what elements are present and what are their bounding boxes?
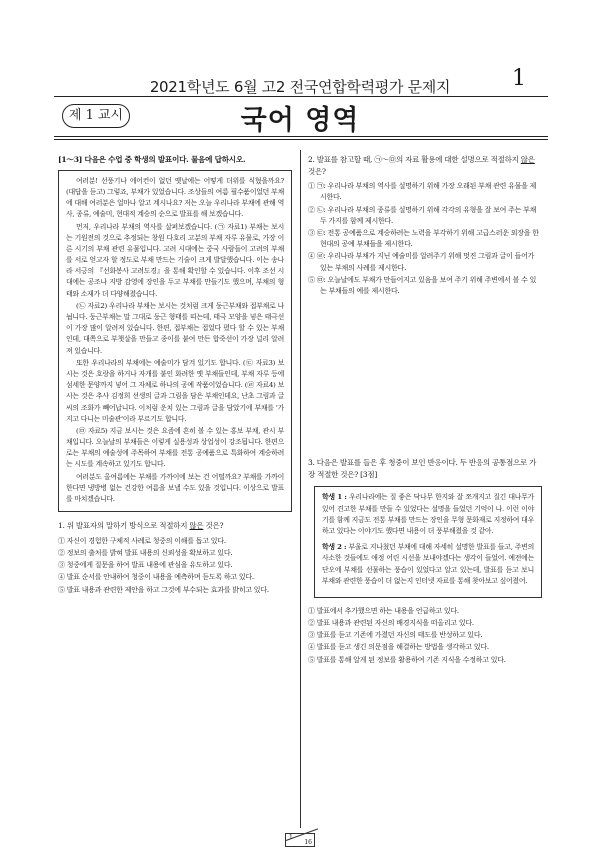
question-3-option-3[interactable]: ③ 발표를 듣고 기존에 가졌던 자신의 태도를 반성하고 있다. [308,631,483,640]
reaction-student-1 [322,492,534,537]
passage-paragraph: 여러분! 선풍기나 에어컨이 없던 옛날에는 어떻게 더위를 식혔을까요? (대답을 듣고) 그렇죠, 부채가 있었습니다. 조상들의 여름 필수품이었던 부채에 대해 여러분은 얼마나 알고 계시나요? 저는 오늘 우리나라 부채에 관해 역사, 종류, 예술미, 현대적 계승의 순으로 발표를 해 보겠습니다. [66,176,284,219]
question-1-option-3[interactable]: ③ 청중에게 질문을 하여 발표 내용에 관심을 유도하고 있다. [58,561,233,570]
passage-paragraph: 먼저, 우리나라 부채의 역사를 살펴보겠습니다. (㉠ 자료1) 부채는 보시는 기원전의 것으로 추정되는 창원 다호리 고분의 부채 자루 유물로, 가장 이른 시기의 부채 관련 유물입니다. 고려 시대에는 중국 사람들이 고려의 부채를 서로 얻고자 할 정도로 부채 만드는 기술이 크게 발달했습니다. 이는 송나라 서긍의 『선화봉사 고려도경』을 통해 확인할 수 있습니다. 이후 조선 시대에는 공조나 지방 감영에 장인을 두고 부채를 만들기도 했으며, 부채의 형태와 소재가 더 다양해졌습니다. [66,222,284,298]
passage-instruction: [1～3] 다음은 수업 중 학생의 발표이다. 물음에 답하시오. [58,155,246,164]
question-2 [308,154,542,297]
question-3-option-4[interactable]: ④ 발표를 듣고 생긴 의문점을 해결하는 방법을 생각하고 있다. [308,643,489,652]
question-1-stem-underlined: 않은 [189,521,204,531]
question-2-stem [308,154,542,177]
passage-paragraph: (㉡ 자료2) 우리나라 부채는 보시는 것처럼 크게 둥근부채와 접부채로 나뉩니다. 둥근부채는 말 그대로 둥근 형태를 띠는데, 태극 모양을 넣은 태극선이 가장 많이 알려져 있습니다. 한편, 접부채는 접었다 폈다 할 수 있는 부채인데, 대쪽으로 부챗살을 만들고 종이를 붙여 만든 합죽선이 가장 널리 알려져 있습니다. [66,301,284,355]
column-divider [300,150,301,828]
question-3-option-2[interactable]: ② 발표 내용과 관련된 자신의 배경지식을 떠올리고 있다. [308,619,474,628]
question-3 [308,457,542,666]
question-3-stem: 3. 다음은 발표를 들은 후 청중이 보인 반응이다. 두 반응의 공통점으로 가장 적절한 것은? [3점] [308,458,537,479]
question-1-stem-tail: 것은? [203,521,224,531]
header-divider [54,96,548,97]
student-1-label: 학생 1 : [322,493,347,502]
reaction-box [314,486,542,598]
page-footer [285,833,315,847]
question-2-option-5[interactable]: ⑤ ㉤: 오늘날에도 부채가 만들어지고 있음을 보여 주기 위해 주변에서 볼 수 있는 부채들의 예를 제시한다. [308,275,537,295]
right-column [308,154,542,667]
passage-paragraph: 또한 우리나라의 부채에는 예술미가 담겨 있기도 합니다. (㉢ 자료3) 보시는 것은 호랑을 하거나 자개를 붙인 화려한 옛 부채들인데, 부채 자루 등에 섬세한 문양까지 넣어 그 자체로 하나의 공예 작품이었습니다. (㉣ 자료4) 보시는 것은 추사 김정희 선생의 글과 그림을 담은 부채인데요, 난초 그림과 글씨의 조화가 빼어납니다. 이처럼 운치 있는 그림과 글을 담았기에 부채를 '가지고 다니는 미술관'이라 부르기도 합니다. [66,358,284,423]
passage-box [58,170,292,512]
passage-paragraph: (㉤ 자료5) 지금 보시는 것은 요즘에 흔히 볼 수 있는 홍보 부채, 관시 부채입니다. 오늘날의 부채들은 이렇게 실용성과 상업성이 강조됩니다. 한편으로는 부채의 예술성에 주목하여 부채를 전통 공예품으로 특화하여 계승하려는 시도를 계속하고 있기도 합니다. [66,426,284,469]
question-2-stem-text: 2. 발표를 참고할 때, ㉠～㉤의 자료 활용에 대한 설명으로 적절하지 [308,155,521,164]
question-1-stem [58,520,292,532]
question-1-option-2[interactable]: ② 정보의 출처를 밝혀 발표 내용의 신뢰성을 확보하고 있다. [58,549,233,558]
footer-page: 1 [289,834,293,841]
question-1-stem-text: 1. 위 발표자의 말하기 방식으로 적절하지 [58,521,190,531]
question-3-option-5[interactable]: ⑤ 발표를 통해 알게 된 정보를 활용하여 기존 지식을 수정하고 있다. [308,655,506,664]
session-badge: 제 1 교시 [62,104,130,128]
subject-divider-2 [54,139,548,140]
passage-paragraph: 여러분도 올여름에는 부채를 가까이에 보는 건 어떨까요? 부채를 가까이한다면 냉방병 없는 건강한 여름을 보낼 수도 있을 것입니다. 이상으로 발표를 마치겠습니다. [66,472,284,504]
question-2-option-4[interactable]: ④ ㉣: 우리나라 부채가 지닌 예술미를 알려주기 위해 멋진 그림과 글이 들어가 있는 부채의 사례를 제시한다. [308,252,535,272]
question-1-option-1[interactable]: ① 자신이 경험한 구체적 사례로 청중의 이해를 돕고 있다. [58,536,226,545]
question-2-stem-tail: 것은? [308,166,326,176]
question-2-stem-underlined: 않은 [520,155,535,164]
question-1-option-4[interactable]: ④ 발표 순서를 안내하여 청중이 내용을 예측하며 듣도록 하고 있다. [58,573,254,582]
question-2-option-1[interactable]: ① ㉠: 우리나라 부채의 역사를 설명하기 위해 가장 오래된 부채 관련 유물을 제시한다. [308,182,537,202]
question-2-option-2[interactable]: ② ㉡: 우리나라 부채의 종류를 설명하기 위해 각각의 유형을 잘 보여 주는 부채 두 가지를 함께 제시한다. [308,205,537,225]
subject-title: 국어 영역 [240,105,360,136]
student-2-text: 부울로 지나쳤던 부채에 대해 자세히 설명한 발표를 들고, 주변의 사소한 것들에도 애정 어린 시선을 보내야겠다는 생각이 들었어. 예전에는 단오에 부채를 선물하는 풍습이 있었다고 알고 있는데, 발표를 듣고 보니 부채와 관련한 풍습이 더 없는지 인터넷 자료를 통해 찾아보고 싶어졌어. [322,543,534,585]
footer-total: 16 [304,839,312,846]
student-2-label: 학생 2 : [322,543,347,552]
question-2-option-3[interactable]: ③ ㉢: 전통 공예품으로 계승하려는 노력을 부각하기 위해 고급스러운 외장을 한 현대의 공예 부채들을 제시한다. [308,229,539,249]
reaction-student-2 [322,542,534,587]
page-number: 1 [512,66,526,91]
left-column [58,154,292,597]
exam-title: 2021학년도 6월 고2 전국연합학력평가 문제지 [149,78,451,96]
subject-divider [54,136,548,137]
question-3-option-1[interactable]: ① 발표에서 추가했으면 하는 내용을 언급하고 있다. [308,606,459,615]
question-1-option-5[interactable]: ⑤ 발표 내용과 관련한 제안을 하고 그것에 부수되는 효과를 밝히고 있다. [58,585,269,594]
question-1 [58,520,292,596]
student-1-text: 우리나라에는 질 좋은 닥나무 한지와 잘 쪼개지고 질긴 대나무가 있어 견고한 부채를 만들 수 있었다는 설명을 들었던 기억이 나. 이런 이야기를 함께 지금도 전통 부채를 만드는 장인을 무형 문화재로 지정하여 대우하고 있다는 이야기도 했다면 내용이 더 풍부해졌을 것 같아. [322,493,534,535]
